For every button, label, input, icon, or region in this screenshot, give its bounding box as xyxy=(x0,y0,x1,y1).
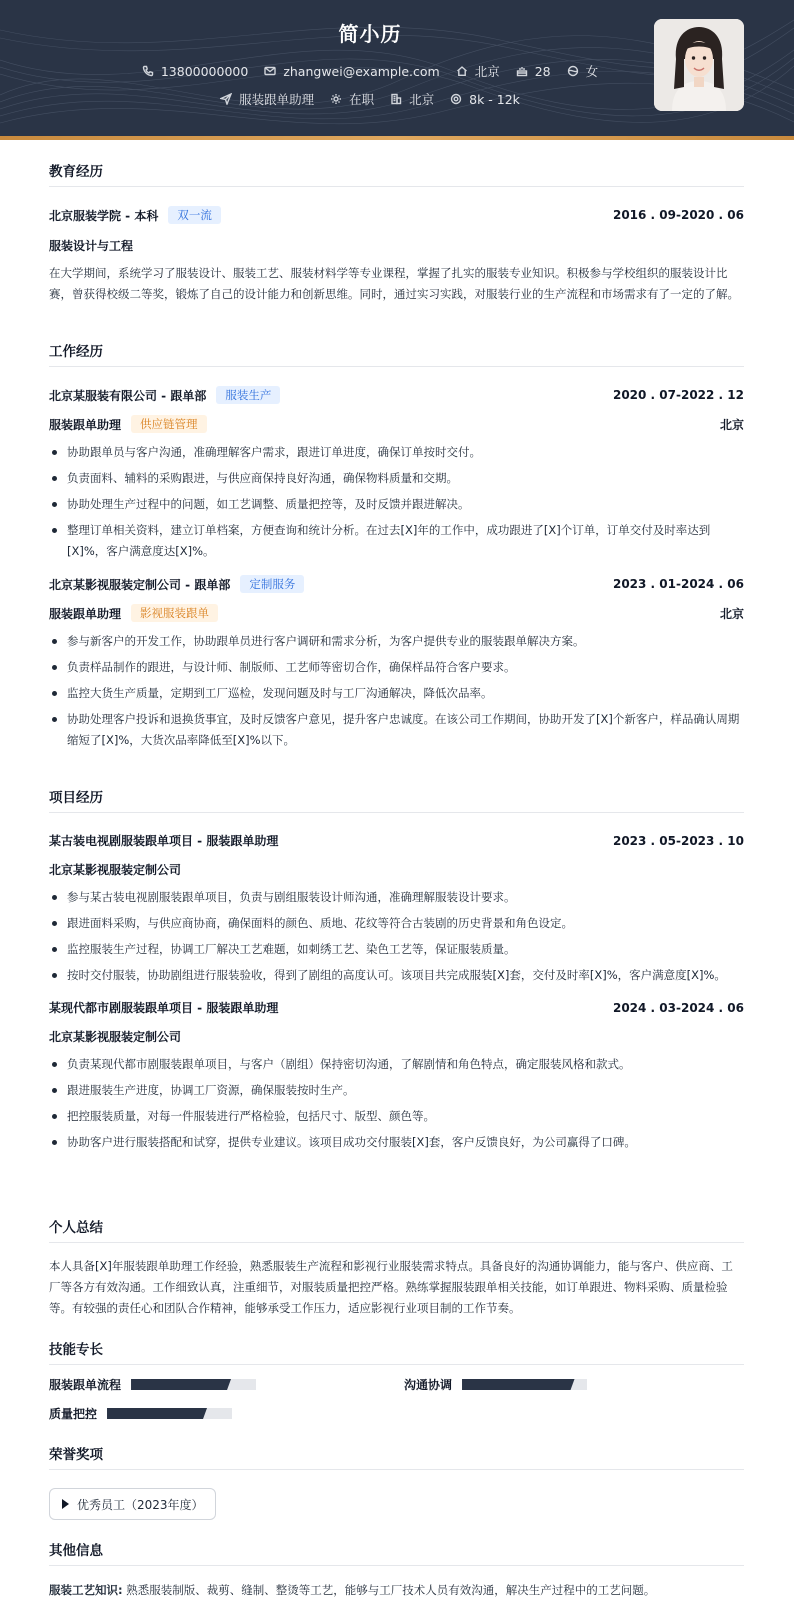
skill-bar-fill xyxy=(131,1379,231,1390)
skill-item xyxy=(49,1376,256,1393)
other-info-label: 服装工艺知识: xyxy=(49,1583,123,1597)
work-item xyxy=(49,575,744,751)
skill-bar-fill xyxy=(107,1408,207,1419)
major-row xyxy=(49,237,744,254)
list-item: 协助跟单员与客户沟通，准确理解客户需求，跟进订单进度，确保订单按时交付。 xyxy=(49,442,744,463)
resume-header xyxy=(0,0,794,140)
work-location: 北京 xyxy=(719,417,744,432)
job-text: 服装跟单助理 xyxy=(239,92,315,107)
skill-bar xyxy=(107,1408,232,1419)
job-info xyxy=(220,90,314,108)
gear-icon xyxy=(330,93,342,105)
job-intent-row xyxy=(0,90,740,108)
other-info-text: 熟悉服装制版、裁剪、缝制、整烫等工艺，能够与工厂技术人员有效沟通，解决生产过程中的工艺问题。 xyxy=(126,1583,656,1597)
education-period: 2016 . 09-2020 . 06 xyxy=(612,208,744,222)
project-bullets xyxy=(49,1054,744,1153)
list-item: 协助客户进行服装搭配和试穿，提供专业建议。该项目成功交付服装[X]套，客户反馈良好，为公司赢得了口碑。 xyxy=(49,1132,744,1153)
work-header-row xyxy=(49,575,744,593)
skills-title: 技能专长 xyxy=(49,1338,744,1365)
school-tag: 双一流 xyxy=(168,206,221,224)
skill-item xyxy=(49,1405,232,1422)
other-info-line xyxy=(49,1580,744,1601)
role-name: 服装跟单助理 xyxy=(49,606,122,621)
list-item: 负责样品制作的跟进，与设计师、制版师、工艺师等密切合作，确保样品符合客户要求。 xyxy=(49,657,744,678)
target-city-text: 北京 xyxy=(409,92,435,107)
skill-bar-fill xyxy=(462,1379,575,1390)
email-info xyxy=(264,64,439,79)
work-location: 北京 xyxy=(719,606,744,621)
phone-icon xyxy=(142,65,154,77)
salary-info xyxy=(450,92,520,107)
projects-title: 项目经历 xyxy=(49,786,744,813)
gender-info xyxy=(567,62,599,80)
target-city-info xyxy=(390,90,434,108)
email-text: zhangwei@example.com xyxy=(283,63,440,79)
list-item: 参与新客户的开发工作，协助跟单员进行客户调研和需求分析，为客户提供专业的服装跟单解决方案。 xyxy=(49,631,744,652)
role-row xyxy=(49,604,744,622)
header-accent-line xyxy=(0,136,794,140)
other-section xyxy=(49,1539,744,1601)
age-info xyxy=(516,64,551,79)
major-name: 服装设计与工程 xyxy=(49,239,134,253)
education-section xyxy=(49,160,744,305)
project-company: 北京某影视服装定制公司 xyxy=(49,1030,182,1044)
project-period: 2023 . 05-2023 . 10 xyxy=(612,833,744,848)
education-desc: 在大学期间，系统学习了服装设计、服装工艺、服装材料学等专业课程，掌握了扎实的服装专业知识。积极参与学校组织的服装设计比赛，曾获得校级二等奖，锻炼了自己的设计能力和创新思维。同时，通过实习实践，对服装行业的生产流程和市场需求有了一定的了解。 xyxy=(49,266,739,301)
role-tag: 供应链管理 xyxy=(131,415,207,433)
role-tag: 影视服装跟单 xyxy=(131,604,218,622)
summary-text: 本人具备[X]年服装跟单助理工作经验，熟悉服装生产流程和影视行业服装需求特点。具备良好的沟通协调能力，能与客户、供应商、工厂等各方有效沟通。工作细致认真，注重细节，对服装质量把控严格。熟练掌握服装跟单相关技能，如订单跟进、物料采购、质量检验等。有较强的责任心和团队合作精神，能够承受工作压力，适应影视行业项目制的工作节奏。 xyxy=(49,1259,733,1315)
skill-name: 质量把控 xyxy=(49,1407,98,1421)
skill-name: 服装跟单流程 xyxy=(49,1378,122,1392)
role-row xyxy=(49,415,744,433)
skill-bar xyxy=(131,1379,256,1390)
skill-item xyxy=(404,1376,587,1393)
company-name: 北京某影视服装定制公司 - 跟单部 xyxy=(49,577,231,592)
candidate-name: 简小历 xyxy=(338,22,402,46)
project-header-row xyxy=(49,999,744,1016)
home-icon xyxy=(456,65,468,77)
status-info xyxy=(330,90,374,108)
list-item: 协助处理客户投诉和退换货事宜，及时反馈客户意见，提升客户忠诚度。在该公司工作期间，协助开发了[X]个新客户，样品确认周期缩短了[X]%，大货次品率降低至[X]%以下。 xyxy=(49,709,744,751)
work-section xyxy=(49,340,744,756)
award-text: 优秀员工（2023年度） xyxy=(77,1497,204,1512)
project-company-row xyxy=(49,861,744,878)
project-company-row xyxy=(49,1028,744,1045)
list-item: 负责面料、辅料的采购跟进，与供应商保持良好沟通，确保物料质量和交期。 xyxy=(49,468,744,489)
phone-info xyxy=(142,64,248,79)
project-company: 北京某影视服装定制公司 xyxy=(49,863,182,877)
list-item: 跟进服装生产进度，协调工厂资源，确保服装按时生产。 xyxy=(49,1080,744,1101)
project-period: 2024 . 03-2024 . 06 xyxy=(612,1000,744,1015)
city-text: 北京 xyxy=(474,64,500,79)
triangle-right-icon xyxy=(62,1499,69,1509)
company-tag: 服装生产 xyxy=(216,386,280,404)
gender-icon xyxy=(567,65,579,77)
work-period: 2023 . 01-2024 . 06 xyxy=(612,577,744,591)
project-item xyxy=(49,832,744,986)
list-item: 把控服装质量，对每一件服装进行严格检验，包括尺寸、版型、颜色等。 xyxy=(49,1106,744,1127)
other-title: 其他信息 xyxy=(49,1539,744,1566)
contact-row xyxy=(0,62,740,80)
school-name: 北京服装学院 - 本科 xyxy=(49,208,159,223)
skills-section xyxy=(49,1338,744,1365)
work-bullets xyxy=(49,442,744,562)
coin-icon xyxy=(450,93,462,105)
salary-text: 8k - 12k xyxy=(469,91,520,107)
list-item: 监控服装生产过程，协调工厂解决工艺难题，如刺绣工艺、染色工艺等，保证服装质量。 xyxy=(49,939,744,960)
work-title: 工作经历 xyxy=(49,340,744,367)
project-name: 某古装电视剧服装跟单项目 - 服装跟单助理 xyxy=(49,834,279,848)
projects-section xyxy=(49,786,744,1158)
project-item xyxy=(49,999,744,1153)
project-header-row xyxy=(49,832,744,849)
awards-section xyxy=(49,1443,744,1470)
status-text: 在职 xyxy=(349,92,375,107)
city-info xyxy=(456,62,500,80)
list-item: 负责某现代都市剧服装跟单项目，与客户（剧组）保持密切沟通，了解剧情和角色特点，确定服装风格和款式。 xyxy=(49,1054,744,1075)
list-item: 整理订单相关资料，建立订单档案，方便查询和统计分析。在过去[X]年的工作中，成功跟进了[X]个订单，订单交付及时率达到[X]%，客户满意度达[X]%。 xyxy=(49,520,744,562)
cake-icon xyxy=(516,65,528,77)
work-period: 2020 . 07-2022 . 12 xyxy=(612,388,744,402)
award-item[interactable] xyxy=(49,1488,216,1520)
list-item: 跟进面料采购，与供应商协商，确保面料的颜色、质地、花纹等符合古装剧的历史背景和角色设定。 xyxy=(49,913,744,934)
work-bullets xyxy=(49,631,744,751)
project-name: 某现代都市剧服装跟单项目 - 服装跟单助理 xyxy=(49,1001,279,1015)
project-bullets xyxy=(49,887,744,986)
education-title: 教育经历 xyxy=(49,160,744,187)
work-item xyxy=(49,386,744,562)
list-item: 监控大货生产质量，定期到工厂巡检，发现问题及时与工厂沟通解决，降低次品率。 xyxy=(49,683,744,704)
company-name: 北京某服装有限公司 - 跟单部 xyxy=(49,388,207,403)
work-header-row xyxy=(49,386,744,404)
education-header-row xyxy=(49,206,744,224)
list-item: 协助处理生产过程中的问题，如工艺调整、质量把控等，及时反馈并跟进解决。 xyxy=(49,494,744,515)
list-item: 按时交付服装，协助剧组进行服装验收，得到了剧组的高度认可。该项目共完成服装[X]套，交付及时率[X]%，客户满意度[X]%。 xyxy=(49,965,744,986)
gender-text: 女 xyxy=(585,64,599,79)
summary-title: 个人总结 xyxy=(49,1216,744,1243)
age-text: 28 xyxy=(534,63,551,79)
role-name: 服装跟单助理 xyxy=(49,417,122,432)
send-icon xyxy=(220,93,232,105)
skill-name: 沟通协调 xyxy=(404,1378,453,1392)
building-icon xyxy=(390,93,402,105)
list-item: 参与某古装电视剧服装跟单项目，负责与剧组服装设计师沟通，准确理解服装设计要求。 xyxy=(49,887,744,908)
skill-bar xyxy=(462,1379,587,1390)
avatar-portrait xyxy=(654,19,744,111)
awards-title: 荣誉奖项 xyxy=(49,1443,744,1470)
company-tag: 定制服务 xyxy=(240,575,304,593)
email-icon xyxy=(264,65,276,77)
summary-section xyxy=(49,1216,744,1319)
avatar xyxy=(654,19,744,111)
phone-text: 13800000000 xyxy=(160,63,249,79)
